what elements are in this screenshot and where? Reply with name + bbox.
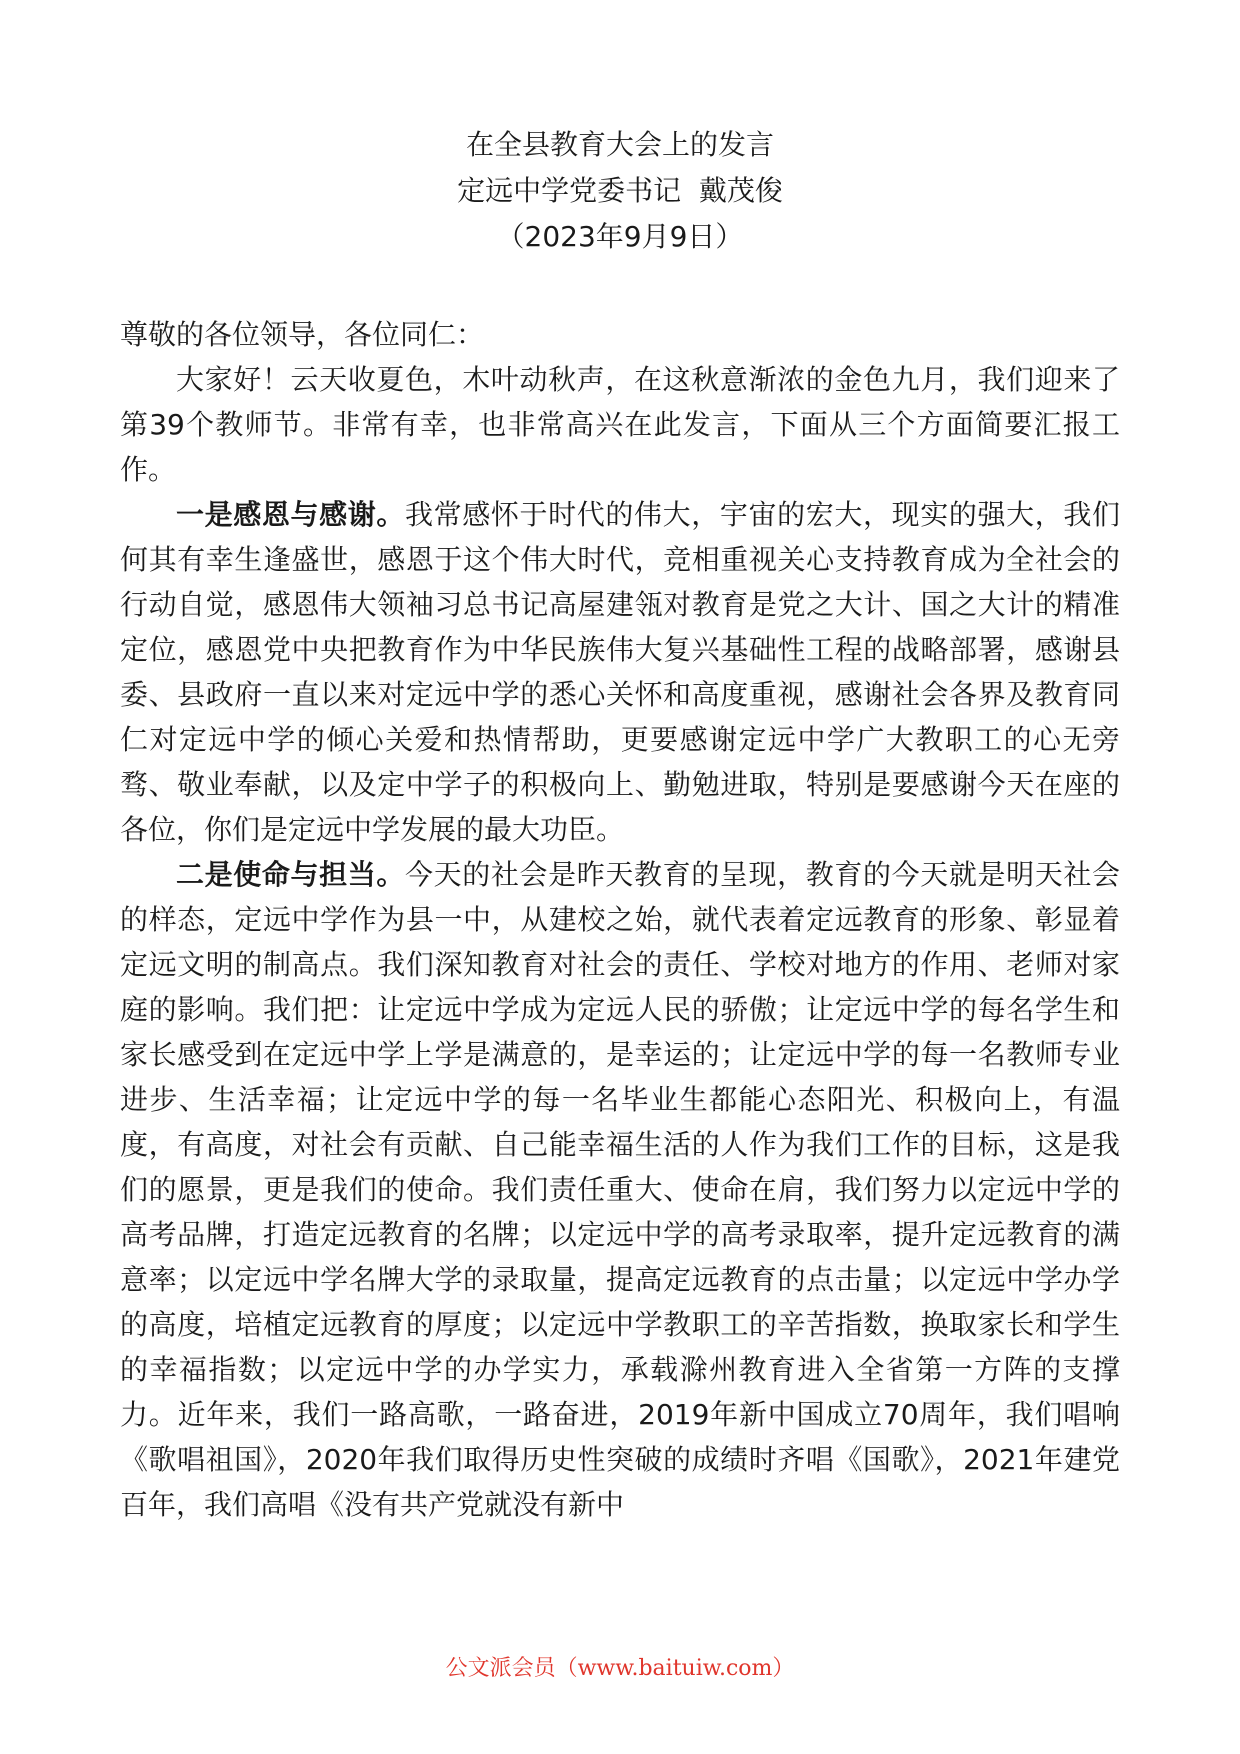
paragraph-gratitude: [120, 492, 1120, 852]
speaker-line: 定远中学党委书记 戴茂俊: [457, 174, 783, 207]
document-body: [120, 312, 1120, 1527]
section-heading-mission: 二是使命与担当。: [176, 858, 405, 891]
section-heading-gratitude: 一是感恩与感谢。: [176, 498, 405, 531]
salutation: 尊敬的各位领导，各位同仁：: [120, 318, 485, 351]
section-text-gratitude: 我常感怀于时代的伟大，宇宙的宏大，现实的强大，我们何其有幸生逢盛世，感恩于这个伟大时代，竞相重视关心支持教育成为全社会的行动自觉，感恩伟大领袖习总书记高屋建瓴对教育是党之大计、国之大计的精准定位，感恩党中央把教育作为中华民族伟大复兴基础性工程的战略部署，感谢县委、县政府一直以来对定远中学的悉心关怀和高度重视，感谢社会各界及教育同仁对定远中学的倾心关爱和热情帮助，更要感谢定远中学广大教职工的心无旁骛、敬业奉献，以及定中学子的积极向上、勤勉进取，特别是要感谢今天在座的各位，你们是定远中学发展的最大功臣。: [120, 498, 1120, 846]
footer-watermark: 公文派会员（www.baituiw.com）: [445, 1656, 795, 1681]
title-block: [0, 122, 1240, 260]
speech-date: （2023年9月9日）: [496, 220, 744, 253]
paragraph-intro: 大家好！云天收夏色，木叶动秋声，在这秋意渐浓的金色九月，我们迎来了第39个教师节。非常有幸，也非常高兴在此发言，下面从三个方面简要汇报工作。: [120, 363, 1120, 486]
section-text-mission: 今天的社会是昨天教育的呈现，教育的今天就是明天社会的样态，定远中学作为县一中，从建校之始，就代表着定远教育的形象、彰显着定远文明的制高点。我们深知教育对社会的责任、学校对地方的作用、老师对家庭的影响。我们把：让定远中学成为定远人民的骄傲；让定远中学的每名学生和家长感受到在定远中学上学是满意的，是幸运的；让定远中学的每一名教师专业进步、生活幸福；让定远中学的每一名毕业生都能心态阳光、积极向上，有温度，有高度，对社会有贡献、自己能幸福生活的人作为我们工作的目标，这是我们的愿景，更是我们的使命。我们责任重大、使命在肩，我们努力以定远中学的高考品牌，打造定远教育的名牌；以定远中学的高考录取率，提升定远教育的满意率；以定远中学名牌大学的录取量，提高定远教育的点击量；以定远中学办学的高度，培植定远教育的厚度；以定远中学教职工的辛苦指数，换取家长和学生的幸福指数；以定远中学的办学实力，承载滁州教育进入全省第一方阵的支撑力。近年来，我们一路高歌，一路奋进，2019年新中国成立70周年，我们唱响《歌唱祖国》，2020年我们取得历史性突破的成绩时齐唱《国歌》，2021年建党百年，我们高唱《没有共产党就没有新中: [120, 858, 1120, 1521]
document-title: 在全县教育大会上的发言: [465, 128, 774, 161]
paragraph-mission: [120, 852, 1120, 1527]
